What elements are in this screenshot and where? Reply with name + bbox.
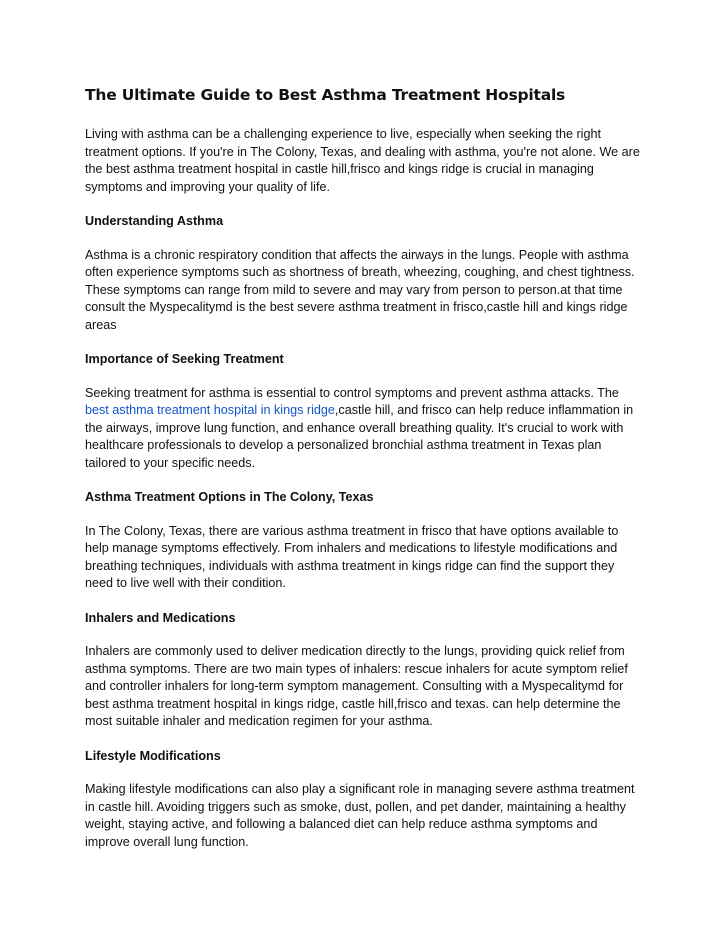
intro-paragraph: Living with asthma can be a challenging experience to live, especially when seeking the right treatment options. If you're in The Colony, Texas, and dealing with asthma, you're not alone. We are the best asthma treatment hospital in castle hill,frisco and kings ridge is crucial in managing symptoms and improving your quality of life. [85,127,640,194]
importance-text-before: Seeking treatment for asthma is essential to control symptoms and prevent asthma attacks. The [85,385,619,400]
importance-text-after: ,castle hill, and frisco can help reduce inflammation in the airways, improve lung function, and enhance overall breathing quality. It's crucial to work with healthcare professionals to develop a personalized bronchial asthma treatment in Texas plan tailored to your specific needs. [85,403,634,470]
document-title: The Ultimate Guide to Best Asthma Treatment Hospitals [85,86,566,104]
section-heading-understanding: Understanding Asthma [85,214,224,228]
section-heading-importance: Importance of Seeking Treatment [85,352,284,366]
section-heading-inhalers: Inhalers and Medications [85,610,236,625]
section-heading-lifestyle: Lifestyle Modifications [85,748,221,763]
hospital-link[interactable]: best asthma treatment hospital in kings ridge [85,403,335,417]
section-body-options: In The Colony, Texas, there are various asthma treatment in frisco that have options available to help manage symptoms effectively. From inhalers and medications to lifestyle modifications and breathing techniques, individuals with asthma treatment in kings ridge can find the support they need to live well with their condition. [85,523,619,590]
section-body-inhalers: Inhalers are commonly used to deliver medication directly to the lungs, providing quick relief from asthma symptoms. There are two main types of inhalers: rescue inhalers for acute symptom relief and controller inhalers for long-term symptom management. Consulting with a Myspecalitymd for best asthma treatment hospital in kings ridge, castle hill,frisco and texas. can help determine the most suitable inhaler and medication regimen for your asthma. [85,644,628,728]
section-body-importance [85,385,645,473]
section-heading-options: Asthma Treatment Options in The Colony, Texas [85,490,374,504]
section-body-lifestyle: Making lifestyle modifications can also play a significant role in managing severe asthma treatment in castle hill. Avoiding triggers such as smoke, dust, pollen, and pet dander, maintaining a healthy weight, staying active, and following a balanced diet can help reduce asthma symptoms and improve overall lung function. [85,782,635,849]
document-page [85,84,645,868]
section-body-understanding: Asthma is a chronic respiratory condition that affects the airways in the lungs. People with asthma often experience symptoms such as shortness of breath, wheezing, coughing, and chest tightness. These symptoms can range from mild to severe and may vary from person to person.at that time consult the Myspecalitymd is the best severe asthma treatment in frisco,castle hill and kings ridge areas [85,247,635,332]
